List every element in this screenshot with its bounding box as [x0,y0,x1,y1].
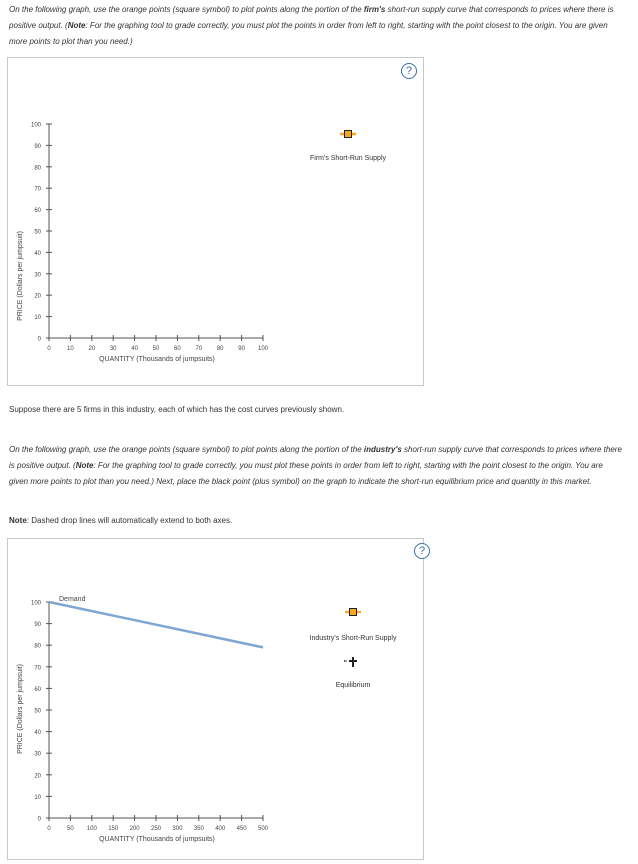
x-tick-label: 60 [174,346,181,352]
x-tick-label: 50 [67,826,74,832]
y-tick-label: 70 [34,186,41,193]
x-tick-label: 500 [257,826,269,832]
firm-supply-chart[interactable] [8,58,423,385]
y-tick-label: 40 [34,250,41,257]
chart-axes [31,123,269,353]
y-tick-label: 80 [34,165,41,172]
y-tick-label: 30 [34,751,41,758]
y-tick-label: 90 [34,622,41,629]
firm-graph-panel [7,57,424,386]
chart-series [49,596,263,647]
chart-axes [31,601,269,833]
y-tick-label: 30 [34,272,41,279]
y-tick-label: 80 [34,643,41,650]
equilibrium-tool-icon[interactable] [344,657,357,667]
y-tick-label: 0 [37,816,41,823]
intro-paragraph-firm [9,2,624,50]
y-axis-label: PRICE (Dollars per jumpsuit) [17,231,24,321]
bold-industrys: industry's [363,445,402,454]
bold-firms: firm's [363,5,386,14]
x-tick-label: 80 [216,346,224,352]
y-tick-label: 60 [34,686,41,693]
legend-firm-supply: Firm's Short-Run Supply [309,155,387,162]
x-tick-label: 10 [67,346,74,352]
x-tick-label: 0 [47,346,51,352]
x-tick-label: 350 [193,826,204,832]
industry-supply-chart[interactable] [8,539,423,859]
x-tick-label: 50 [152,346,160,352]
y-tick-label: 10 [34,794,41,801]
note-label: Note [75,461,94,470]
legend-industry-supply: Industry's Short-Run Supply [309,635,397,642]
intro-text-1: On the following graph, use the orange points (square symbol) to plot points along the portion of the firm's short-run supply curve that corresponds to prices where there is positive output. (Note: For the graphing tool to grade correctly, you must plot the points in order from left to right, starting with the point closest to the origin. You are given more points to plot than you need.) [9,5,614,46]
intro-paragraph-industry [9,442,624,490]
intro-text-2: On the following graph, use the orange points (square symbol) to plot points along the portion of the industry's short-run supply curve that corresponds to prices where there is positive output. (Note: For the graphing tool to grade correctly, you must plot these points in order from left to right, starting with the point closest to the origin. You are given more points to plot than you need.) Next, place the black point (plus symbol) on the graph to indicate the short-run equilibrium price and quantity in this market. [9,445,622,486]
y-tick-label: 50 [34,229,41,236]
y-tick-label: 100 [30,600,41,607]
x-tick-label: 200 [129,826,140,832]
x-tick-label: 70 [195,346,203,352]
y-tick-label: 70 [34,665,41,672]
x-tick-label: 100 [257,346,269,352]
y-axis-label: PRICE (Dollars per jumpsuit) [17,664,24,754]
x-tick-label: 100 [86,826,97,832]
industry-graph-panel [7,538,424,860]
dashed-note: Note: Dashed drop lines will automatically extend to both axes. [9,516,233,525]
note-label: Note [67,21,86,30]
x-tick-label: 450 [236,826,247,832]
help-icon[interactable]: ? [414,543,430,559]
x-tick-label: 40 [131,346,138,352]
industry-supply-tool-icon[interactable] [345,609,361,616]
x-tick-label: 30 [109,346,117,352]
firms-sentence: Suppose there are 5 firms in this industry, each of which has the cost curves previously shown. [9,405,345,414]
y-tick-label: 50 [34,708,41,715]
y-tick-label: 10 [34,315,41,322]
y-tick-label: 90 [34,143,41,150]
demand-label: Demand [59,596,86,603]
demand-line [49,602,263,647]
x-axis-label: QUANTITY (Thousands of jumpsuits) [99,356,215,363]
y-tick-label: 20 [34,773,41,780]
firm-supply-tool-icon[interactable] [340,131,356,138]
help-icon[interactable]: ? [401,63,417,79]
x-axis-label: QUANTITY (Thousands of jumpsuits) [99,836,215,843]
x-tick-label: 20 [88,346,96,352]
y-tick-label: 20 [34,293,41,300]
y-tick-label: 60 [34,208,41,215]
legend-equilibrium: Equilibrium [335,682,371,689]
y-tick-label: 0 [37,336,41,343]
y-tick-label: 100 [30,122,41,129]
x-tick-label: 0 [47,826,51,832]
x-tick-label: 90 [238,346,245,352]
x-tick-label: 250 [150,826,162,832]
y-tick-label: 40 [34,730,41,737]
x-tick-label: 150 [108,826,119,832]
x-tick-label: 400 [215,826,226,832]
x-tick-label: 300 [172,826,183,832]
